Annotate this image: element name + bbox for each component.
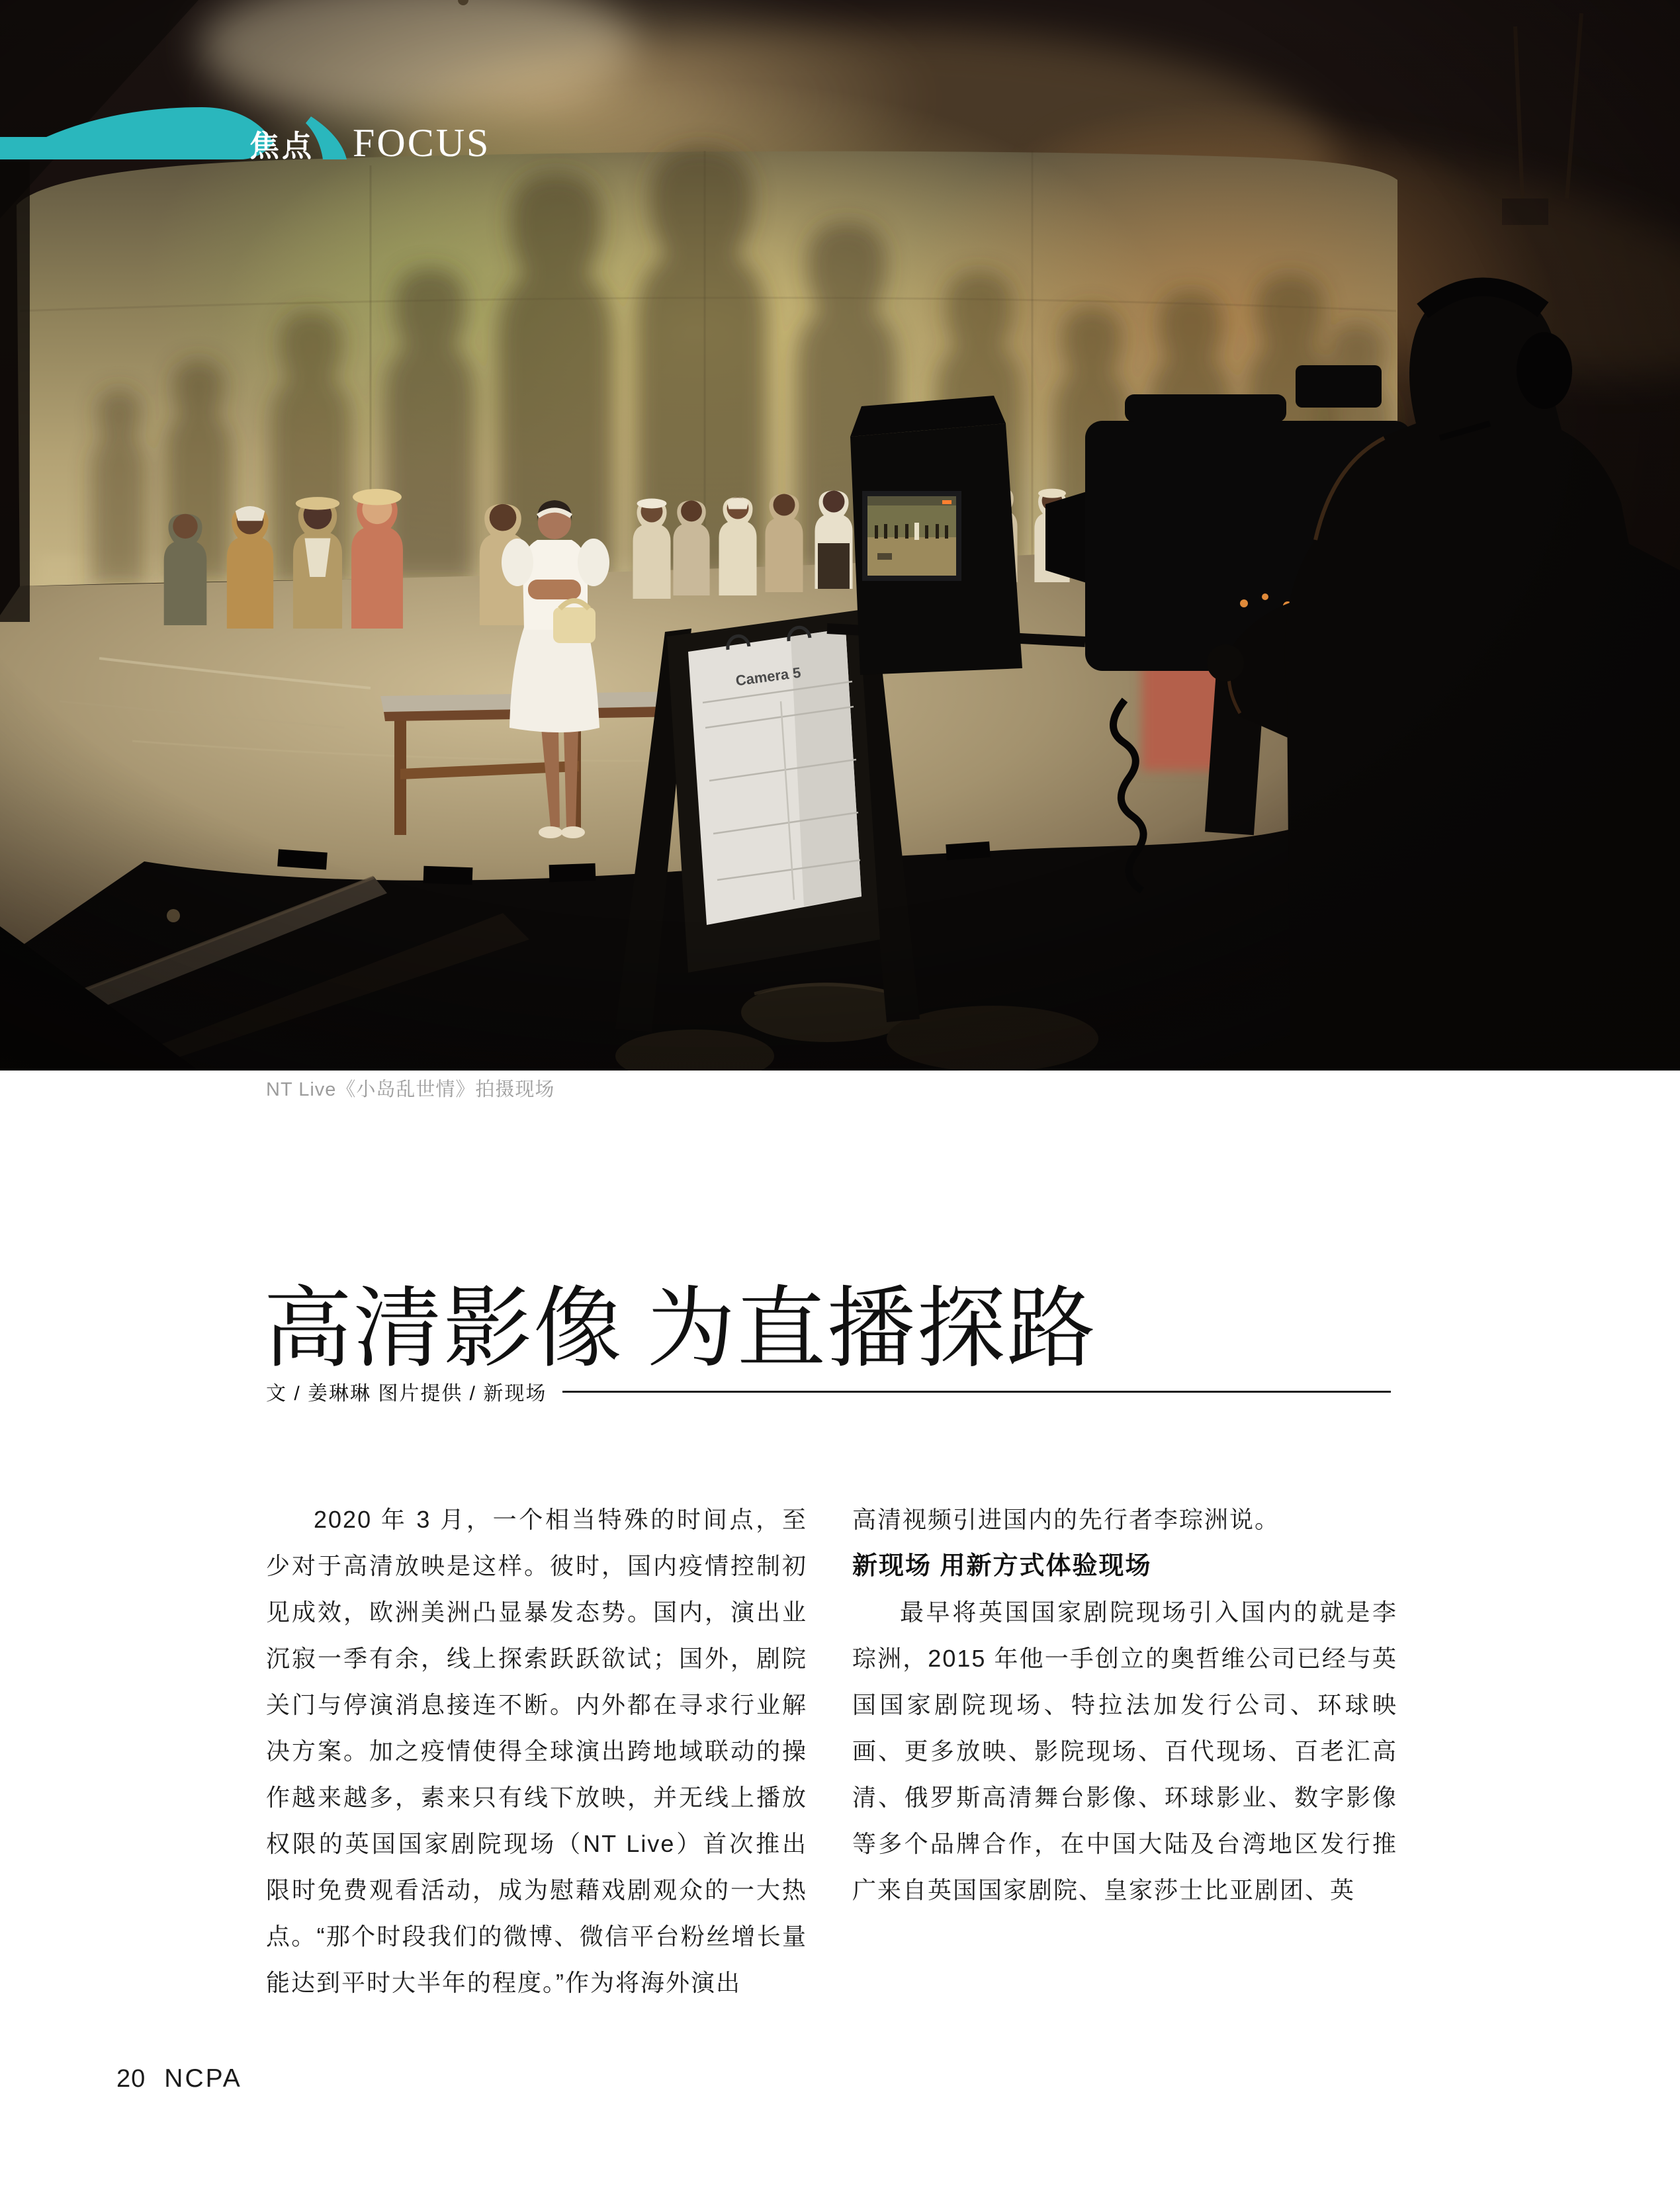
section-label-en: FOCUS (353, 121, 491, 165)
body-column-left (266, 1497, 807, 2006)
body-paragraph-right: 最早将英国国家剧院现场引入国内的就是李琮洲，2015 年他一手创立的奥哲维公司已经与英国国家剧院现场、特拉法加发行公司、环球映画、更多放映、影院现场、百代现场、百老汇高清、俄罗斯高清舞台影像、环球影业、数字影像等多个品牌合作，在中国大陆及台湾地区发行推广来自英国国家剧院、皇家莎士比亚剧团、英 (852, 1598, 1397, 1904)
section-label-zh: 焦点 (249, 129, 315, 163)
article-title: 高清影像 为直播探路 (263, 1280, 1097, 1378)
byline-row (266, 1378, 1391, 1405)
body-column-right (852, 1497, 1397, 1913)
focus-section-tab (0, 99, 516, 212)
photo-caption: NT Live《小岛乱世情》拍摄现场 (266, 1079, 555, 1100)
swoosh-sail-shape (0, 107, 274, 159)
publication-name: NCPA (164, 2064, 242, 2093)
page-number: 20 (116, 2065, 146, 2093)
byline-text: 文 / 姜琳琳 图片提供 / 新现场 (266, 1383, 547, 1405)
section-subhead: 新现场 用新方式体验现场 (852, 1552, 1152, 1580)
byline-rule (562, 1391, 1391, 1393)
body-paragraph-left: 2020 年 3 月，一个相当特殊的时间点，至少对于高清放映是这样。彼时，国内疫情控制初见成效，欧洲美洲凸显暴发态势。国内，演出业沉寂一季有余，线上探索跃跃欲试；国外，剧院关门与停演消息接连不断。内外都在寻求行业解决方案。加之疫情使得全球演出跨地域联动的操作越来越多，素来只有线下放映，并无线上播放权限的英国国家剧院现场（NT Live）首次推出限时免费观看活动，成为慰藉戏剧观众的一大热点。“那个时段我们的微博、微信平台粉丝增长量能达到平时大半年的程度。”作为将海外演出 (266, 1506, 807, 1996)
page-footer (116, 2064, 242, 2093)
body-paragraph-right-intro: 高清视频引进国内的先行者李琮洲说。 (852, 1506, 1280, 1533)
